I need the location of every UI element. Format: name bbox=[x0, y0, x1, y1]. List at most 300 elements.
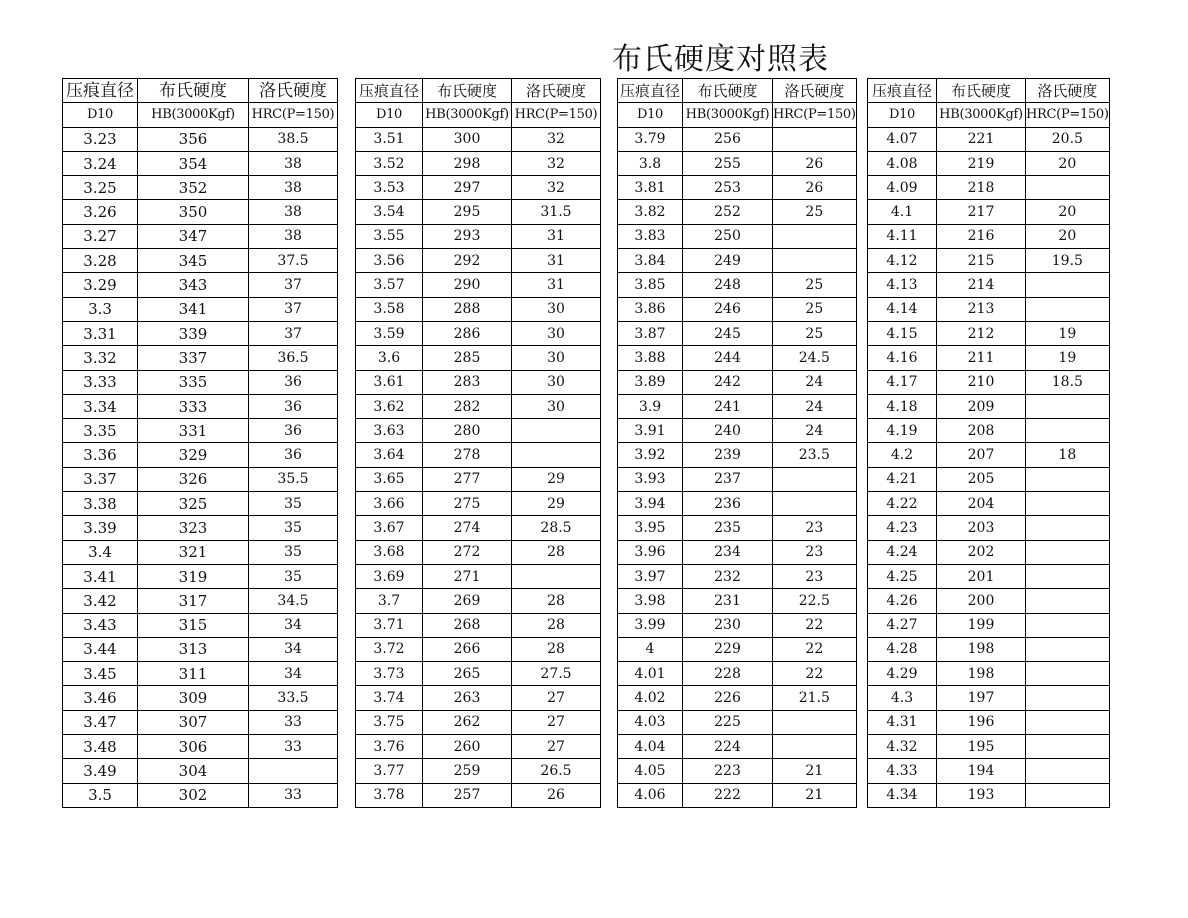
indent-diameter-cell: 4 bbox=[618, 637, 683, 661]
rockwell-hardness-cell: 35 bbox=[249, 492, 338, 516]
brinell-hardness-cell: 260 bbox=[423, 735, 512, 759]
indent-diameter-cell: 3.64 bbox=[356, 443, 423, 467]
brinell-hardness-cell: 337 bbox=[138, 346, 249, 370]
rockwell-hardness-cell: 22 bbox=[773, 613, 857, 637]
table-row bbox=[63, 662, 338, 686]
column-header: 压痕直径 bbox=[868, 79, 937, 103]
indent-diameter-cell: 4.22 bbox=[868, 492, 937, 516]
brinell-hardness-cell: 234 bbox=[683, 540, 773, 564]
table-row bbox=[63, 467, 338, 491]
brinell-hardness-cell: 290 bbox=[423, 273, 512, 297]
rockwell-hardness-cell bbox=[1026, 710, 1110, 734]
rockwell-hardness-cell bbox=[1026, 297, 1110, 321]
rockwell-hardness-cell: 35 bbox=[249, 516, 338, 540]
indent-diameter-cell: 3.53 bbox=[356, 176, 423, 200]
indent-diameter-cell: 3.4 bbox=[63, 540, 138, 564]
table-row bbox=[618, 200, 857, 224]
brinell-hardness-cell: 354 bbox=[138, 151, 249, 175]
column-header: HB(3000Kgf) bbox=[138, 103, 249, 127]
rockwell-hardness-cell: 24 bbox=[773, 419, 857, 443]
brinell-hardness-cell: 217 bbox=[937, 200, 1026, 224]
brinell-hardness-cell: 283 bbox=[423, 370, 512, 394]
brinell-hardness-cell: 212 bbox=[937, 321, 1026, 345]
column-header: D10 bbox=[618, 103, 683, 127]
table-row bbox=[618, 297, 857, 321]
table-row bbox=[63, 613, 338, 637]
table-row bbox=[356, 759, 601, 783]
brinell-hardness-cell: 277 bbox=[423, 467, 512, 491]
rockwell-hardness-cell: 37 bbox=[249, 273, 338, 297]
indent-diameter-cell: 3.73 bbox=[356, 662, 423, 686]
table-row bbox=[63, 516, 338, 540]
brinell-hardness-cell: 197 bbox=[937, 686, 1026, 710]
table-row bbox=[63, 346, 338, 370]
brinell-hardness-cell: 319 bbox=[138, 564, 249, 588]
brinell-hardness-cell: 194 bbox=[937, 759, 1026, 783]
indent-diameter-cell: 3.94 bbox=[618, 492, 683, 516]
indent-diameter-cell: 3.5 bbox=[63, 783, 138, 807]
rockwell-hardness-cell bbox=[1026, 467, 1110, 491]
rockwell-hardness-cell bbox=[1026, 686, 1110, 710]
rockwell-hardness-cell: 27 bbox=[512, 710, 601, 734]
table-row bbox=[356, 419, 601, 443]
indent-diameter-cell: 3.75 bbox=[356, 710, 423, 734]
rockwell-hardness-cell: 28 bbox=[512, 589, 601, 613]
table-row bbox=[356, 394, 601, 418]
indent-diameter-cell: 3.79 bbox=[618, 127, 683, 151]
table-row bbox=[356, 321, 601, 345]
rockwell-hardness-cell bbox=[1026, 176, 1110, 200]
indent-diameter-cell: 4.15 bbox=[868, 321, 937, 345]
indent-diameter-cell: 4.2 bbox=[868, 443, 937, 467]
table-row bbox=[618, 370, 857, 394]
indent-diameter-cell: 3.36 bbox=[63, 443, 138, 467]
rockwell-hardness-cell bbox=[1026, 735, 1110, 759]
table-row bbox=[63, 710, 338, 734]
table-row bbox=[356, 686, 601, 710]
indent-diameter-cell: 3.81 bbox=[618, 176, 683, 200]
indent-diameter-cell: 3.71 bbox=[356, 613, 423, 637]
indent-diameter-cell: 3.82 bbox=[618, 200, 683, 224]
table-header-row bbox=[618, 103, 857, 127]
column-header: 压痕直径 bbox=[63, 79, 138, 103]
table-row bbox=[356, 443, 601, 467]
indent-diameter-cell: 3.99 bbox=[618, 613, 683, 637]
rockwell-hardness-cell: 30 bbox=[512, 370, 601, 394]
rockwell-hardness-cell: 22.5 bbox=[773, 589, 857, 613]
indent-diameter-cell: 3.86 bbox=[618, 297, 683, 321]
rockwell-hardness-cell: 22 bbox=[773, 662, 857, 686]
rockwell-hardness-cell: 23 bbox=[773, 516, 857, 540]
rockwell-hardness-cell: 21 bbox=[773, 759, 857, 783]
table-row bbox=[356, 273, 601, 297]
brinell-hardness-cell: 335 bbox=[138, 370, 249, 394]
table-row bbox=[63, 127, 338, 151]
brinell-hardness-cell: 304 bbox=[138, 759, 249, 783]
column-header: 压痕直径 bbox=[618, 79, 683, 103]
table-row bbox=[868, 297, 1110, 321]
brinell-hardness-cell: 323 bbox=[138, 516, 249, 540]
brinell-hardness-cell: 195 bbox=[937, 735, 1026, 759]
indent-diameter-cell: 3.54 bbox=[356, 200, 423, 224]
indent-diameter-cell: 3.28 bbox=[63, 249, 138, 273]
rockwell-hardness-cell bbox=[773, 710, 857, 734]
rockwell-hardness-cell: 30 bbox=[512, 321, 601, 345]
table-row bbox=[868, 394, 1110, 418]
indent-diameter-cell: 3.78 bbox=[356, 783, 423, 807]
indent-diameter-cell: 3.46 bbox=[63, 686, 138, 710]
indent-diameter-cell: 4.29 bbox=[868, 662, 937, 686]
rockwell-hardness-cell bbox=[1026, 613, 1110, 637]
rockwell-hardness-cell: 26 bbox=[773, 151, 857, 175]
indent-diameter-cell: 3.83 bbox=[618, 224, 683, 248]
table-row bbox=[356, 297, 601, 321]
brinell-hardness-cell: 255 bbox=[683, 151, 773, 175]
rockwell-hardness-cell bbox=[1026, 516, 1110, 540]
indent-diameter-cell: 3.32 bbox=[63, 346, 138, 370]
table-row bbox=[868, 516, 1110, 540]
table-row bbox=[868, 151, 1110, 175]
page-title: 布氏硬度对照表 bbox=[612, 42, 829, 77]
indent-diameter-cell: 3.42 bbox=[63, 589, 138, 613]
table-row bbox=[618, 759, 857, 783]
indent-diameter-cell: 3.34 bbox=[63, 394, 138, 418]
table-header-row bbox=[868, 103, 1110, 127]
hardness-table-1 bbox=[62, 78, 338, 808]
brinell-hardness-cell: 231 bbox=[683, 589, 773, 613]
indent-diameter-cell: 3.24 bbox=[63, 151, 138, 175]
indent-diameter-cell: 3.38 bbox=[63, 492, 138, 516]
brinell-hardness-cell: 241 bbox=[683, 394, 773, 418]
rockwell-hardness-cell: 19.5 bbox=[1026, 249, 1110, 273]
table-row bbox=[618, 637, 857, 661]
table-row bbox=[356, 370, 601, 394]
table-row bbox=[618, 346, 857, 370]
indent-diameter-cell: 4.04 bbox=[618, 735, 683, 759]
brinell-hardness-cell: 309 bbox=[138, 686, 249, 710]
table-row bbox=[63, 297, 338, 321]
rockwell-hardness-cell: 36 bbox=[249, 419, 338, 443]
indent-diameter-cell: 4.05 bbox=[618, 759, 683, 783]
table-row bbox=[868, 492, 1110, 516]
table-row bbox=[868, 540, 1110, 564]
rockwell-hardness-cell: 32 bbox=[512, 176, 601, 200]
table-row bbox=[868, 589, 1110, 613]
table-row bbox=[618, 224, 857, 248]
table-row bbox=[356, 346, 601, 370]
table-row bbox=[356, 637, 601, 661]
brinell-hardness-cell: 252 bbox=[683, 200, 773, 224]
indent-diameter-cell: 3.72 bbox=[356, 637, 423, 661]
indent-diameter-cell: 3.3 bbox=[63, 297, 138, 321]
table-row bbox=[63, 735, 338, 759]
table-row bbox=[356, 613, 601, 637]
indent-diameter-cell: 3.95 bbox=[618, 516, 683, 540]
indent-diameter-cell: 3.45 bbox=[63, 662, 138, 686]
column-header: HRC(P=150) bbox=[249, 103, 338, 127]
table-header-row bbox=[63, 79, 338, 103]
table-header-row bbox=[618, 79, 857, 103]
column-header: 洛氏硬度 bbox=[773, 79, 857, 103]
indent-diameter-cell: 3.26 bbox=[63, 200, 138, 224]
brinell-hardness-cell: 274 bbox=[423, 516, 512, 540]
rockwell-hardness-cell: 31.5 bbox=[512, 200, 601, 224]
brinell-hardness-cell: 288 bbox=[423, 297, 512, 321]
table-header-row bbox=[868, 79, 1110, 103]
rockwell-hardness-cell: 28.5 bbox=[512, 516, 601, 540]
table-row bbox=[868, 662, 1110, 686]
rockwell-hardness-cell: 25 bbox=[773, 200, 857, 224]
indent-diameter-cell: 3.77 bbox=[356, 759, 423, 783]
table-row bbox=[63, 176, 338, 200]
rockwell-hardness-cell: 35.5 bbox=[249, 467, 338, 491]
rockwell-hardness-cell: 37 bbox=[249, 321, 338, 345]
column-header: HRC(P=150) bbox=[512, 103, 601, 127]
rockwell-hardness-cell bbox=[1026, 759, 1110, 783]
rockwell-hardness-cell bbox=[1026, 394, 1110, 418]
table-row bbox=[356, 127, 601, 151]
rockwell-hardness-cell: 23 bbox=[773, 564, 857, 588]
table-row bbox=[868, 759, 1110, 783]
rockwell-hardness-cell: 23.5 bbox=[773, 443, 857, 467]
rockwell-hardness-cell: 30 bbox=[512, 297, 601, 321]
brinell-hardness-cell: 317 bbox=[138, 589, 249, 613]
indent-diameter-cell: 3.62 bbox=[356, 394, 423, 418]
table-row bbox=[356, 589, 601, 613]
brinell-hardness-cell: 214 bbox=[937, 273, 1026, 297]
table-row bbox=[868, 200, 1110, 224]
brinell-hardness-cell: 229 bbox=[683, 637, 773, 661]
indent-diameter-cell: 4.06 bbox=[618, 783, 683, 807]
rockwell-hardness-cell: 23 bbox=[773, 540, 857, 564]
rockwell-hardness-cell: 37 bbox=[249, 297, 338, 321]
rockwell-hardness-cell: 27 bbox=[512, 735, 601, 759]
brinell-hardness-cell: 293 bbox=[423, 224, 512, 248]
rockwell-hardness-cell: 26 bbox=[512, 783, 601, 807]
indent-diameter-cell: 3.41 bbox=[63, 564, 138, 588]
table-row bbox=[868, 564, 1110, 588]
brinell-hardness-cell: 249 bbox=[683, 249, 773, 273]
indent-diameter-cell: 4.08 bbox=[868, 151, 937, 175]
indent-diameter-cell: 3.93 bbox=[618, 467, 683, 491]
brinell-hardness-cell: 196 bbox=[937, 710, 1026, 734]
indent-diameter-cell: 3.47 bbox=[63, 710, 138, 734]
rockwell-hardness-cell bbox=[1026, 273, 1110, 297]
table-row bbox=[618, 540, 857, 564]
indent-diameter-cell: 3.67 bbox=[356, 516, 423, 540]
rockwell-hardness-cell: 24.5 bbox=[773, 346, 857, 370]
brinell-hardness-cell: 205 bbox=[937, 467, 1026, 491]
rockwell-hardness-cell: 28 bbox=[512, 637, 601, 661]
rockwell-hardness-cell: 21 bbox=[773, 783, 857, 807]
rockwell-hardness-cell: 28 bbox=[512, 613, 601, 637]
indent-diameter-cell: 4.03 bbox=[618, 710, 683, 734]
rockwell-hardness-cell bbox=[512, 419, 601, 443]
table-row bbox=[63, 564, 338, 588]
indent-diameter-cell: 4.34 bbox=[868, 783, 937, 807]
table-row bbox=[356, 467, 601, 491]
brinell-hardness-cell: 218 bbox=[937, 176, 1026, 200]
brinell-hardness-cell: 256 bbox=[683, 127, 773, 151]
rockwell-hardness-cell: 26 bbox=[773, 176, 857, 200]
table-row bbox=[63, 686, 338, 710]
table-row bbox=[868, 686, 1110, 710]
table-row bbox=[868, 127, 1110, 151]
indent-diameter-cell: 3.97 bbox=[618, 564, 683, 588]
brinell-hardness-cell: 321 bbox=[138, 540, 249, 564]
rockwell-hardness-cell: 38 bbox=[249, 200, 338, 224]
column-header: 洛氏硬度 bbox=[512, 79, 601, 103]
brinell-hardness-cell: 306 bbox=[138, 735, 249, 759]
brinell-hardness-cell: 266 bbox=[423, 637, 512, 661]
table-row bbox=[868, 346, 1110, 370]
table-row bbox=[618, 516, 857, 540]
table-header-row bbox=[356, 103, 601, 127]
brinell-hardness-cell: 263 bbox=[423, 686, 512, 710]
brinell-hardness-cell: 333 bbox=[138, 394, 249, 418]
table-row bbox=[618, 783, 857, 807]
indent-diameter-cell: 4.18 bbox=[868, 394, 937, 418]
rockwell-hardness-cell: 22 bbox=[773, 637, 857, 661]
brinell-hardness-cell: 295 bbox=[423, 200, 512, 224]
table-row bbox=[356, 176, 601, 200]
column-header: HB(3000Kgf) bbox=[683, 103, 773, 127]
indent-diameter-cell: 4.1 bbox=[868, 200, 937, 224]
rockwell-hardness-cell: 33 bbox=[249, 783, 338, 807]
rockwell-hardness-cell: 25 bbox=[773, 297, 857, 321]
table-row bbox=[63, 492, 338, 516]
indent-diameter-cell: 4.09 bbox=[868, 176, 937, 200]
table-row bbox=[868, 710, 1110, 734]
indent-diameter-cell: 4.33 bbox=[868, 759, 937, 783]
rockwell-hardness-cell: 38 bbox=[249, 176, 338, 200]
table-row bbox=[618, 419, 857, 443]
indent-diameter-cell: 4.24 bbox=[868, 540, 937, 564]
indent-diameter-cell: 4.27 bbox=[868, 613, 937, 637]
indent-diameter-cell: 3.68 bbox=[356, 540, 423, 564]
rockwell-hardness-cell: 33 bbox=[249, 735, 338, 759]
brinell-hardness-cell: 331 bbox=[138, 419, 249, 443]
table-row bbox=[868, 249, 1110, 273]
rockwell-hardness-cell: 19 bbox=[1026, 321, 1110, 345]
brinell-hardness-cell: 221 bbox=[937, 127, 1026, 151]
indent-diameter-cell: 3.85 bbox=[618, 273, 683, 297]
table-row bbox=[356, 224, 601, 248]
indent-diameter-cell: 3.7 bbox=[356, 589, 423, 613]
table-row bbox=[356, 710, 601, 734]
indent-diameter-cell: 3.35 bbox=[63, 419, 138, 443]
indent-diameter-cell: 3.37 bbox=[63, 467, 138, 491]
rockwell-hardness-cell: 32 bbox=[512, 151, 601, 175]
table-row bbox=[618, 249, 857, 273]
brinell-hardness-cell: 240 bbox=[683, 419, 773, 443]
brinell-hardness-cell: 275 bbox=[423, 492, 512, 516]
indent-diameter-cell: 3.61 bbox=[356, 370, 423, 394]
indent-diameter-cell: 4.25 bbox=[868, 564, 937, 588]
indent-diameter-cell: 3.49 bbox=[63, 759, 138, 783]
indent-diameter-cell: 4.02 bbox=[618, 686, 683, 710]
table-row bbox=[868, 443, 1110, 467]
indent-diameter-cell: 3.8 bbox=[618, 151, 683, 175]
rockwell-hardness-cell: 27 bbox=[512, 686, 601, 710]
indent-diameter-cell: 3.52 bbox=[356, 151, 423, 175]
rockwell-hardness-cell: 29 bbox=[512, 492, 601, 516]
indent-diameter-cell: 3.51 bbox=[356, 127, 423, 151]
table-row bbox=[63, 370, 338, 394]
indent-diameter-cell: 4.13 bbox=[868, 273, 937, 297]
indent-diameter-cell: 3.92 bbox=[618, 443, 683, 467]
indent-diameter-cell: 4.11 bbox=[868, 224, 937, 248]
table-row bbox=[356, 492, 601, 516]
brinell-hardness-cell: 268 bbox=[423, 613, 512, 637]
column-header: 布氏硬度 bbox=[683, 79, 773, 103]
table-row bbox=[868, 783, 1110, 807]
rockwell-hardness-cell: 35 bbox=[249, 540, 338, 564]
table-row bbox=[63, 540, 338, 564]
table-row bbox=[868, 273, 1110, 297]
brinell-hardness-cell: 198 bbox=[937, 637, 1026, 661]
brinell-hardness-cell: 232 bbox=[683, 564, 773, 588]
brinell-hardness-cell: 311 bbox=[138, 662, 249, 686]
column-header: HRC(P=150) bbox=[1026, 103, 1110, 127]
brinell-hardness-cell: 347 bbox=[138, 224, 249, 248]
rockwell-hardness-cell: 38.5 bbox=[249, 127, 338, 151]
indent-diameter-cell: 4.16 bbox=[868, 346, 937, 370]
indent-diameter-cell: 3.25 bbox=[63, 176, 138, 200]
brinell-hardness-cell: 199 bbox=[937, 613, 1026, 637]
indent-diameter-cell: 3.66 bbox=[356, 492, 423, 516]
brinell-hardness-cell: 211 bbox=[937, 346, 1026, 370]
indent-diameter-cell: 3.69 bbox=[356, 564, 423, 588]
brinell-hardness-cell: 262 bbox=[423, 710, 512, 734]
indent-diameter-cell: 4.01 bbox=[618, 662, 683, 686]
rockwell-hardness-cell: 24 bbox=[773, 394, 857, 418]
rockwell-hardness-cell bbox=[512, 443, 601, 467]
table-row bbox=[868, 224, 1110, 248]
rockwell-hardness-cell: 31 bbox=[512, 273, 601, 297]
table-row bbox=[618, 176, 857, 200]
rockwell-hardness-cell: 29 bbox=[512, 467, 601, 491]
brinell-hardness-cell: 230 bbox=[683, 613, 773, 637]
table-row bbox=[63, 200, 338, 224]
indent-diameter-cell: 3.29 bbox=[63, 273, 138, 297]
brinell-hardness-cell: 244 bbox=[683, 346, 773, 370]
column-header: 压痕直径 bbox=[356, 79, 423, 103]
indent-diameter-cell: 3.59 bbox=[356, 321, 423, 345]
indent-diameter-cell: 3.39 bbox=[63, 516, 138, 540]
table-row bbox=[356, 662, 601, 686]
brinell-hardness-cell: 285 bbox=[423, 346, 512, 370]
rockwell-hardness-cell: 18 bbox=[1026, 443, 1110, 467]
rockwell-hardness-cell: 20 bbox=[1026, 200, 1110, 224]
rockwell-hardness-cell: 33.5 bbox=[249, 686, 338, 710]
table-header-row bbox=[356, 79, 601, 103]
indent-diameter-cell: 4.23 bbox=[868, 516, 937, 540]
indent-diameter-cell: 3.57 bbox=[356, 273, 423, 297]
indent-diameter-cell: 4.19 bbox=[868, 419, 937, 443]
indent-diameter-cell: 3.58 bbox=[356, 297, 423, 321]
rockwell-hardness-cell: 31 bbox=[512, 249, 601, 273]
indent-diameter-cell: 3.56 bbox=[356, 249, 423, 273]
indent-diameter-cell: 3.43 bbox=[63, 613, 138, 637]
hardness-table-4 bbox=[867, 78, 1110, 808]
rockwell-hardness-cell: 19 bbox=[1026, 346, 1110, 370]
brinell-hardness-cell: 282 bbox=[423, 394, 512, 418]
table-row bbox=[356, 151, 601, 175]
rockwell-hardness-cell: 33 bbox=[249, 710, 338, 734]
brinell-hardness-cell: 278 bbox=[423, 443, 512, 467]
table-row bbox=[63, 321, 338, 345]
